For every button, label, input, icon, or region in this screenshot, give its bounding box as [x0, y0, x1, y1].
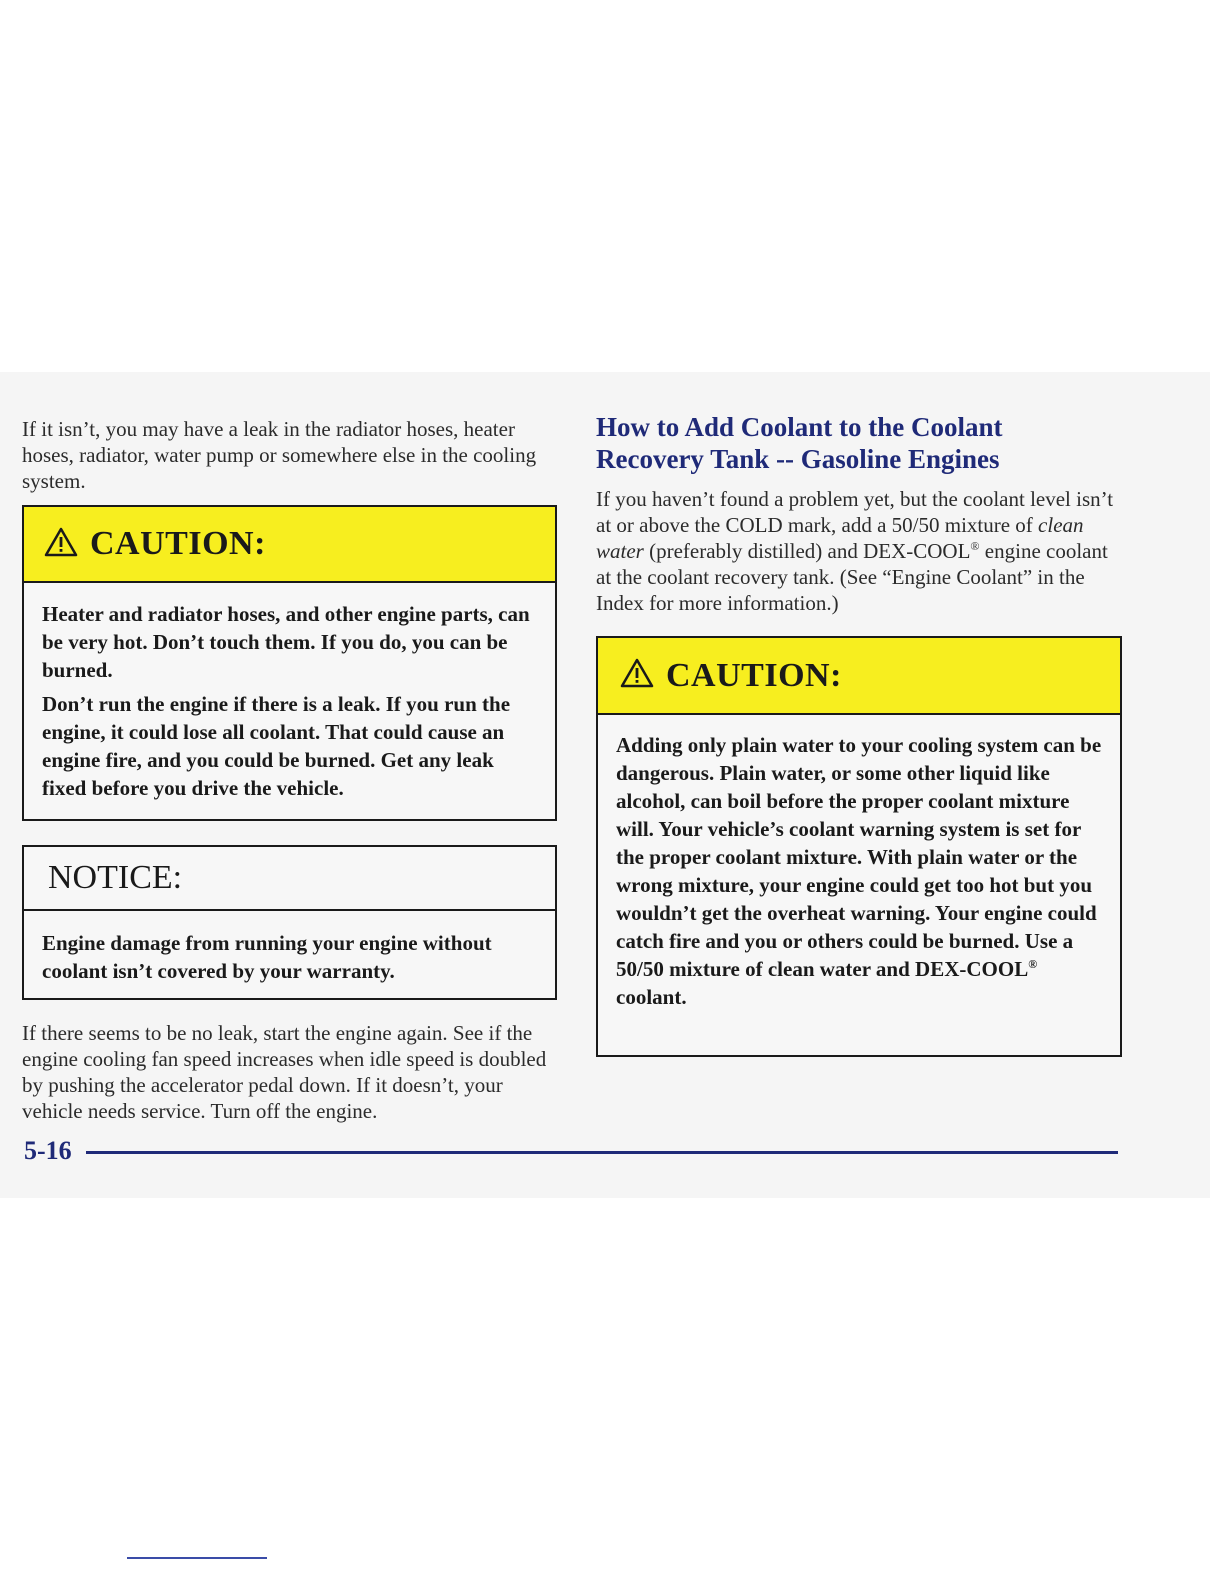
registered-mark: ® [970, 539, 980, 553]
caution-box-right [596, 636, 1122, 1057]
notice-box [22, 845, 557, 1000]
closing-paragraph: If there seems to be no leak, start the engine again. See if the engine cooling fan speed increases when idle speed is doubled by pushing the accelerator pedal down. If it doesn’t, your vehicle needs service. Turn off the engine. [22, 1021, 547, 1123]
notice-header [24, 847, 555, 911]
caution-body [24, 583, 555, 802]
section-heading [596, 411, 1156, 475]
page-number: 5-16 [24, 1136, 72, 1165]
coolant-instructions [596, 486, 1121, 616]
footer-line [127, 1557, 267, 1559]
notice-text: Engine damage from running your engine without coolant isn’t covered by your warranty. [42, 931, 492, 983]
caution-text-part1: Adding only plain water to your cooling system can be dangerous. Plain water, or some other liquid like alcohol, can boil before the proper coolant mixture will. Your vehicle’s coolant warning system is set for the proper coolant mixture. With plain water or the wrong mixture, your engine could get too hot but you wouldn’t get the overheat warning. Your engine could catch fire and you or others could be burned. Use a 50/50 mixture of clean water and DEX-COOL [616, 733, 1102, 981]
warning-triangle-icon [620, 658, 654, 693]
caution-label: CAUTION: [666, 656, 842, 694]
notice-body [24, 911, 555, 985]
caution-text-part2: coolant. [616, 985, 687, 1009]
registered-mark: ® [1028, 957, 1038, 971]
page-rule [86, 1151, 1118, 1154]
instructions-part1: If you haven’t found a problem yet, but the coolant level isn’t at or above the COLD mark, add a 50/50 mixture of [596, 487, 1114, 537]
caution-body [598, 715, 1120, 1011]
caution-paragraph [616, 731, 1102, 1011]
section-heading-line2: Recovery Tank -- Gasoline Engines [596, 444, 1000, 474]
caution-header [598, 638, 1120, 715]
notice-label: NOTICE: [48, 859, 183, 896]
caution-box-left [22, 505, 557, 821]
clean-water-emphasis: clean water [596, 513, 1084, 563]
caution-label: CAUTION: [90, 525, 266, 562]
section-heading-line1: How to Add Coolant to the Coolant [596, 412, 1003, 442]
caution-paragraph: Heater and radiator hoses, and other engine parts, can be very hot. Don’t touch them. If you do, you can be burned. [42, 602, 530, 682]
warning-triangle-icon [44, 527, 78, 562]
caution-paragraph: Don’t run the engine if there is a leak. If you run the engine, it could lose all coolant. That could cause an engine fire, and you could be burned. Get any leak fixed before you drive the vehicle. [42, 692, 511, 800]
instructions-part3: engine coolant at the coolant recovery tank. (See “Engine Coolant” in the Index for more information.) [596, 539, 1108, 615]
intro-paragraph: If it isn’t, you may have a leak in the radiator hoses, heater hoses, radiator, water pump or somewhere else in the cooling system. [22, 417, 537, 493]
instructions-part2: (preferably distilled) and DEX-COOL [643, 539, 971, 563]
caution-header [24, 507, 555, 583]
